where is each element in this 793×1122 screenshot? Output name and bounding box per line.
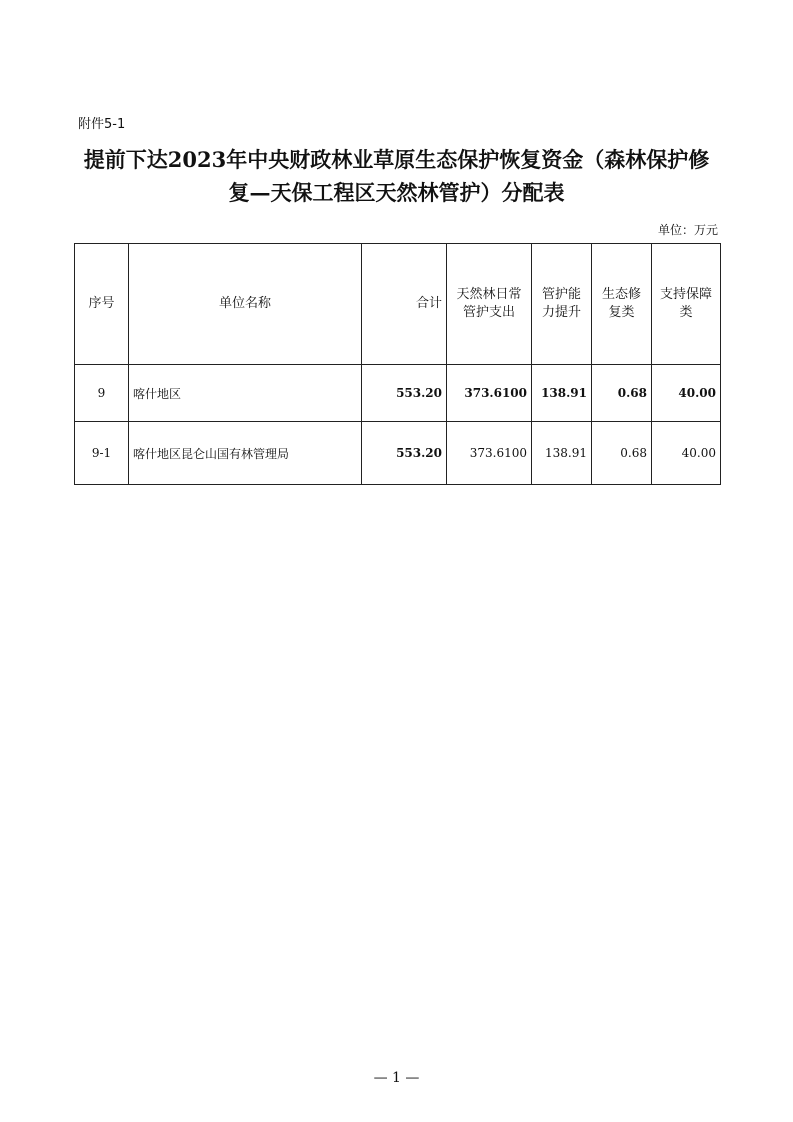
header-unit-name: 单位名称 xyxy=(129,244,362,365)
header-capacity-improvement: 管护能力提升 xyxy=(532,244,592,365)
row-capacity-improvement: 138.91 xyxy=(532,365,592,422)
title-line-1: 提前下达2023年中央财政林业草原生态保护恢复资金（森林保护修 xyxy=(83,147,710,172)
row-seq: 9 xyxy=(75,365,129,422)
header-seq: 序号 xyxy=(75,244,129,365)
header-total: 合计 xyxy=(362,244,447,365)
row-daily-management: 373.6100 xyxy=(447,422,532,485)
allocation-table xyxy=(74,243,721,485)
header-daily-management: 天然林日常管护支出 xyxy=(447,244,532,365)
row-total: 553.20 xyxy=(362,365,447,422)
unit-note: 单位：万元 xyxy=(657,223,718,237)
row-unit-name: 喀什地区昆仑山国有林管理局 xyxy=(129,422,362,485)
row-eco-restoration: 0.68 xyxy=(592,365,652,422)
table-header-row xyxy=(75,244,721,365)
document-title xyxy=(60,143,733,209)
row-eco-restoration: 0.68 xyxy=(592,422,652,485)
header-eco-restoration: 生态修复类 xyxy=(592,244,652,365)
row-daily-management: 373.6100 xyxy=(447,365,532,422)
header-support: 支持保障类 xyxy=(652,244,721,365)
row-capacity-improvement: 138.91 xyxy=(532,422,592,485)
row-unit-name: 喀什地区 xyxy=(129,365,362,422)
row-support: 40.00 xyxy=(652,422,721,485)
row-support: 40.00 xyxy=(652,365,721,422)
page-number: — 1 — xyxy=(373,1070,420,1086)
title-line-2: 复—天保工程区天然林管护）分配表 xyxy=(228,180,565,205)
row-total: 553.20 xyxy=(362,422,447,485)
attachment-label: 附件5-1 xyxy=(78,117,126,132)
table-row xyxy=(75,365,721,422)
row-seq: 9-1 xyxy=(75,422,129,485)
table-row xyxy=(75,422,721,485)
